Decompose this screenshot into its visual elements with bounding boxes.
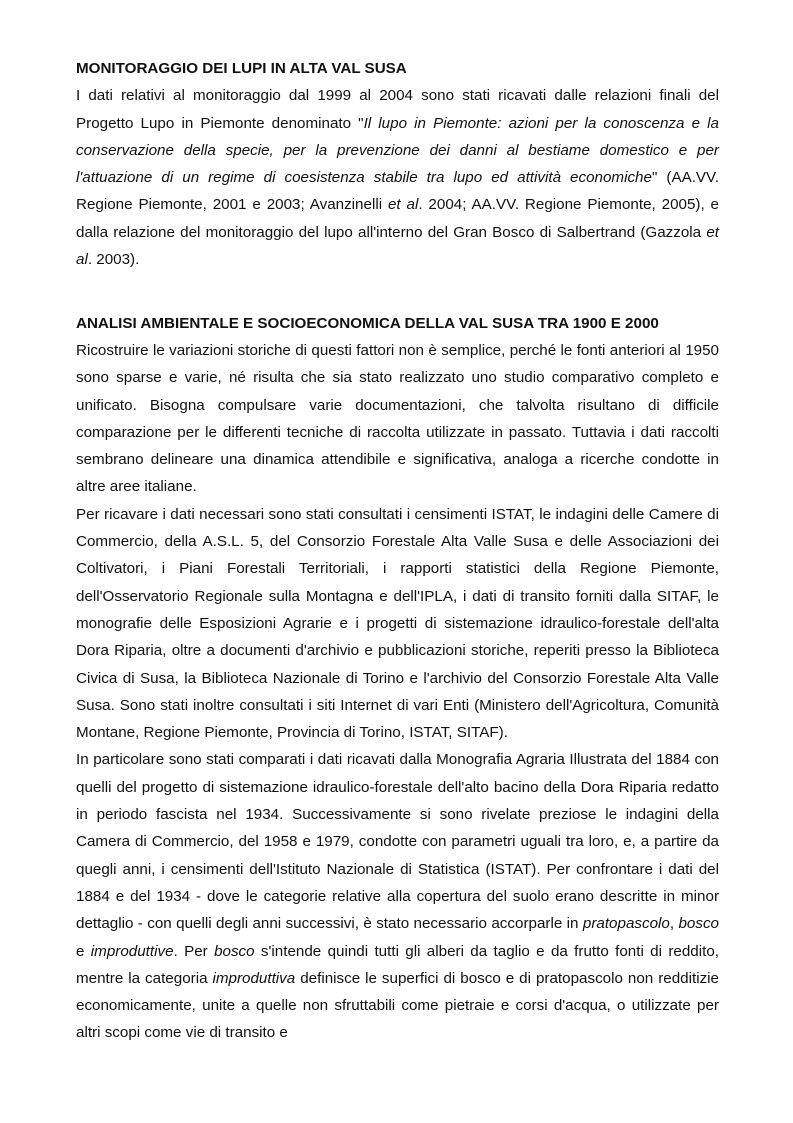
text-run: definisce le superfici di bosco e di pratopascolo non redditizie economicamente, unite a quelle non sfruttabili come pietraie e corsi d'acqua, o utilizzate per altri scopi come vie di transito e [76,969,719,1042]
italic-et-al: et al [387,196,419,214]
text-run: . 2003). [87,251,140,269]
italic-term: bosco [678,915,719,933]
section-heading-analisi: ANALISI AMBIENTALE E SOCIOECONOMICA DELLA VAL SUSA TRA 1900 E 2000 [76,314,659,332]
paragraph-analisi-2: Per ricavare i dati necessari sono stati consultati i censimenti ISTAT, le indagini delle Camere di Commercio, della A.S.L. 5, del Consorzio Forestale Alta Valle Susa e delle Associazioni dei Coltivatori, i Piani Forestali Territoriali, i rapporti statistici della Regione Piemonte, dell'Osservatorio Regionale sulla Montagna e dell'IPLA, i dati di transito forniti dalla SITAF, le monografie delle Esposizioni Agrarie e i progetti di sistemazione idraulico-forestale dell'alta Dora Riparia, oltre a documenti d'archivio e pubblicazioni storiche, reperiti presso la Biblioteca Civica di Susa, la Biblioteca Nazionale di Torino e l'archivio del Consorzio Forestale Alta Valle Susa. Sono stati inoltre consultati i siti Internet di vari Enti (Ministero dell'Agricoltura, Comunità Montane, Regione Piemonte, Provincia di Torino, ISTAT, SITAF). [76,505,719,742]
paragraph-analisi-3 [76,746,719,1046]
italic-term: improduttiva [212,969,296,987]
paragraph-analisi-1: Ricostruire le variazioni storiche di questi fattori non è semplice, perché le fonti anteriori al 1950 sono sparse e varie, né risulta che sia stato realizzato uno studio comparativo completo e unificato. Bisogna compulsare varie documentazioni, che talvolta risultano di difficile comparazione per le differenti tecniche di raccolta utilizzate in passato. Tuttavia i dati raccolti sembrano delineare una dinamica attendibile e significativa, analoga a ricerche condotte in altre aree italiane. [76,341,719,496]
italic-term: bosco [214,942,255,960]
text-run: I dati relativi al monitoraggio dal 1999 al 2004 sono stati ricavati dalle relazioni finali del Progetto Lupo in Piemonte denominato " [76,87,719,132]
paragraph-monitoraggio [76,82,719,273]
section-heading-monitoraggio: MONITORAGGIO DEI LUPI IN ALTA VAL SUSA [76,60,407,77]
document-page [76,55,719,1047]
italic-project-title: Il lupo in Piemonte: azioni per la conoscenza e la conservazione della specie, per la prevenzione dei danni al bestiame domestico e per l'attuazione di un regime di coesistenza stabile tra lupo ed attività economiche [76,114,719,187]
italic-term: pratopascolo [582,915,670,933]
paragraph-gap [76,273,719,300]
text-run: , [669,915,679,933]
italic-et-al: et al [76,223,719,269]
italic-term: improduttive [90,942,174,960]
text-run: . 2004; AA.VV. Regione Piemonte, 2005), e dalla relazione del monitoraggio del lupo all'interno del Gran Bosco di Salbertrand (Gazzola [76,196,720,241]
text-run: e [76,942,91,960]
text-run: " (AA.VV. Regione Piemonte, 2001 e 2003; Avanzinelli [76,169,720,214]
text-run: In particolare sono stati comparati i dati ricavati dalla Monografia Agraria Illustrata del 1884 con quelli del progetto di sistemazione idraulico-forestale dell'alto bacino della Dora Riparia redatto in periodo fascista nel 1934. Successivamente si sono rivelate preziose le indagini della Camera di Commercio, del 1958 e 1979, condotte con parametri uguali tra loro, e, a partire da quegli anni, i censimenti dell'Istituto Nazionale di Statistica (ISTAT). Per confrontare i dati del 1884 e del 1934 - dove le categorie relative alla copertura del suolo erano descritte in minor dettaglio - con quelli degli anni successivi, è stato necessario accorparle in [76,751,719,933]
text-run: . Per [173,942,215,960]
text-run: s'intende quindi tutti gli alberi da taglio e da frutto fonti di reddito, mentre la categoria [76,942,719,987]
